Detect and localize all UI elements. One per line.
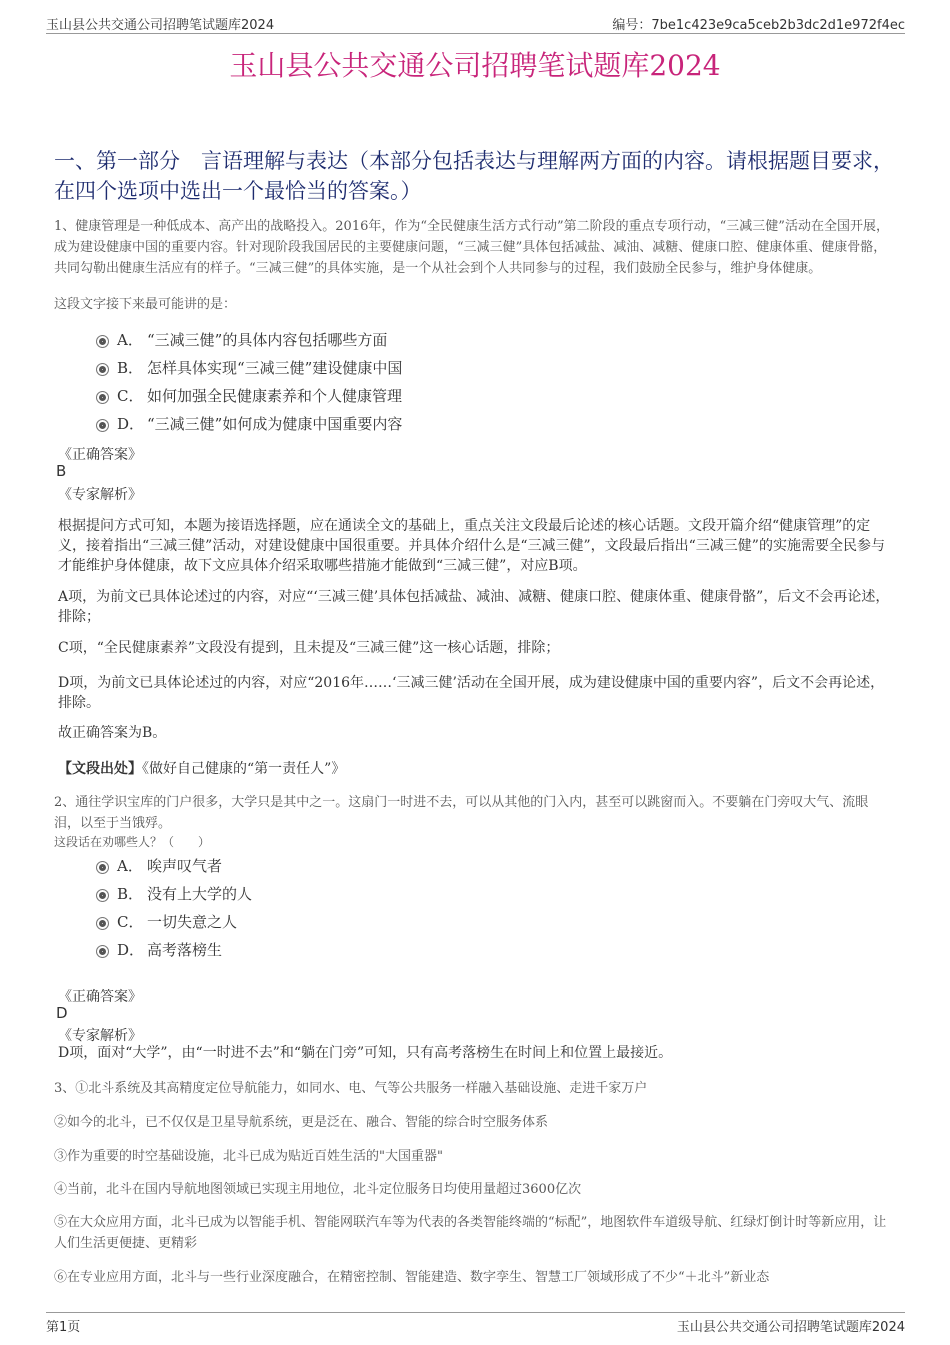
- source-text: 《做好自己健康的“第一责任人”》: [142, 761, 346, 777]
- radio-icon[interactable]: [96, 861, 109, 874]
- header-doc-number: [612, 14, 905, 33]
- radio-icon[interactable]: [96, 419, 109, 432]
- option-key: B．: [117, 885, 144, 903]
- option-key: D．: [117, 415, 145, 433]
- q1-analysis-paragraph: 根据提问方式可知，本题为接语选择题，应在通读全文的基础上，重点关注文段最后论述的核心话题。文段开篇介绍“健康管理”的定义，接着指出“三减三健”活动，对建设健康中国很重要。并具体介绍什么是“三减三健”，文段最后指出“三减三健”的实施需要全民参与才能维护身体健康，故下文应具体介绍采取哪些措施才能做到“三减三健”，对应B项。: [58, 518, 885, 574]
- q2-question: 这段话在劝哪些人？（ ）: [54, 835, 211, 849]
- q1-option-a[interactable]: [96, 329, 387, 353]
- q1-option-c[interactable]: [96, 385, 402, 409]
- source-label: 【文段出处】: [58, 761, 142, 777]
- header-divider: [46, 33, 905, 34]
- q3-item: 3、①北斗系统及其高精度定位导航能力，如同水、电、气等公共服务一样融入基础设施、走进千家万户: [54, 1081, 648, 1096]
- option-key: D．: [117, 941, 145, 959]
- q1-option-d[interactable]: [96, 413, 402, 437]
- q1-analysis-paragraph: 故正确答案为B。: [58, 725, 167, 741]
- q2-answer: D: [56, 1004, 68, 1022]
- q1-analysis-paragraph: D项，为前文已具体论述过的内容，对应“2016年……‘三减三健’活动在全国开展，成为建设健康中国的重要内容”，后文不会再论述，排除。: [58, 675, 885, 711]
- q3-item: ④当前，北斗在国内导航地图领域已实现主用地位，北斗定位服务日均使用量超过3600亿次: [54, 1182, 582, 1197]
- radio-icon[interactable]: [96, 917, 109, 930]
- footer-divider: [46, 1312, 905, 1313]
- radio-icon[interactable]: [96, 363, 109, 376]
- q2-answer-label: 《正确答案》: [58, 989, 142, 1005]
- q2-option-b[interactable]: [96, 883, 252, 907]
- option-key: C．: [117, 387, 144, 405]
- q2-option-a[interactable]: [96, 855, 222, 879]
- page-title: 玉山县公共交通公司招聘笔试题库2024: [229, 49, 721, 82]
- radio-icon[interactable]: [96, 889, 109, 902]
- section-heading: 一、第一部分 言语理解与表达（本部分包括表达与理解两方面的内容。请根据题目要求，在四个选项中选出一个最恰当的答案。）: [54, 149, 894, 203]
- option-text: 唉声叹气者: [147, 857, 223, 875]
- radio-icon[interactable]: [96, 391, 109, 404]
- q1-analysis-paragraph: A项，为前文已具体论述过的内容，对应“‘三减三健’具体包括减盐、减油、减糖、健康口腔、健康体重、健康骨骼”，后文不会再论述，排除；: [58, 589, 890, 625]
- q3-item: ⑥在专业应用方面，北斗与一些行业深度融合，在精密控制、智能建造、数字孪生、智慧工厂领域形成了不少“＋北斗”新业态: [54, 1270, 770, 1285]
- q1-answer: B: [56, 462, 67, 480]
- option-text: “三减三健”如何成为健康中国重要内容: [147, 415, 403, 433]
- radio-icon[interactable]: [96, 335, 109, 348]
- q1-question: 这段文字接下来最可能讲的是：: [54, 297, 237, 312]
- q3-item: ②如今的北斗，已不仅仅是卫星导航系统，更是泛在、融合、智能的综合时空服务体系: [54, 1115, 549, 1130]
- option-text: 如何加强全民健康素养和个人健康管理: [147, 387, 403, 405]
- q1-analysis-paragraph: C项，“全民健康素养”文段没有提到，且未提及“三减三健”这一核心话题，排除；: [58, 640, 560, 656]
- radio-icon[interactable]: [96, 945, 109, 958]
- q2-passage: 2、通往学识宝库的门户很多，大学只是其中之一。这扇门一时进不去，可以从其他的门入内，甚至可以跳窗而入。不要躺在门旁叹大气、流眼泪，以至于当饿殍。: [54, 795, 869, 831]
- option-text: 高考落榜生: [147, 941, 223, 959]
- option-text: 怎样具体实现“三减三健”建设健康中国: [147, 359, 403, 377]
- q1-source: [58, 758, 345, 778]
- option-key: C．: [117, 913, 144, 931]
- option-text: 没有上大学的人: [147, 885, 253, 903]
- option-key: A．: [117, 857, 143, 875]
- q2-analysis-label: 《专家解析》: [58, 1028, 142, 1044]
- option-key: B．: [117, 359, 144, 377]
- q2-option-c[interactable]: [96, 911, 237, 935]
- option-text: “三减三健”的具体内容包括哪些方面: [147, 331, 388, 349]
- q1-analysis-label: 《专家解析》: [58, 487, 142, 503]
- q1-option-b[interactable]: [96, 357, 402, 381]
- header-doc-title: 玉山县公共交通公司招聘笔试题库2024: [46, 18, 275, 33]
- option-text: 一切失意之人: [147, 913, 238, 931]
- option-key: A．: [117, 331, 143, 349]
- q3-item: ⑤在大众应用方面，北斗已成为以智能手机、智能网联汽车等为代表的各类智能终端的“标配”，地图软件车道级导航、红绿灯倒计时等新应用，让人们生活更便捷、更精彩: [54, 1215, 887, 1251]
- footer-doc-title: 玉山县公共交通公司招聘笔试题库2024: [676, 1320, 905, 1335]
- q2-analysis: D项，面对“大学”，由“一时进不去”和“躺在门旁”可知，只有高考落榜生在时间上和位置上最接近。: [58, 1045, 673, 1061]
- q3-item: ③作为重要的时空基础设施，北斗已成为贴近百姓生活的"大国重器": [54, 1149, 443, 1164]
- header-number-code: 7be1c423e9ca5ceb2b3dc2d1e972f4ec: [651, 18, 905, 33]
- header-number-label: 编号：: [612, 18, 652, 33]
- q1-passage: 1、健康管理是一种低成本、高产出的战略投入。2016年，作为“全民健康生活方式行动”第二阶段的重点专项行动，“三减三健”活动在全国开展，成为建设健康中国的重要内容。针对现阶段我国居民的主要健康问题，“三减三健”具体包括减盐、减油、减糖、健康口腔、健康体重、健康骨骼，共同勾勒出健康生活应有的样子。“三减三健”的具体实施，是一个从社会到个人共同参与的过程，我们鼓励全民参与，维护身体健康。: [54, 219, 889, 276]
- q1-answer-label: 《正确答案》: [58, 447, 142, 463]
- q2-option-d[interactable]: [96, 939, 222, 963]
- footer-page-number: 第1页: [46, 1320, 81, 1335]
